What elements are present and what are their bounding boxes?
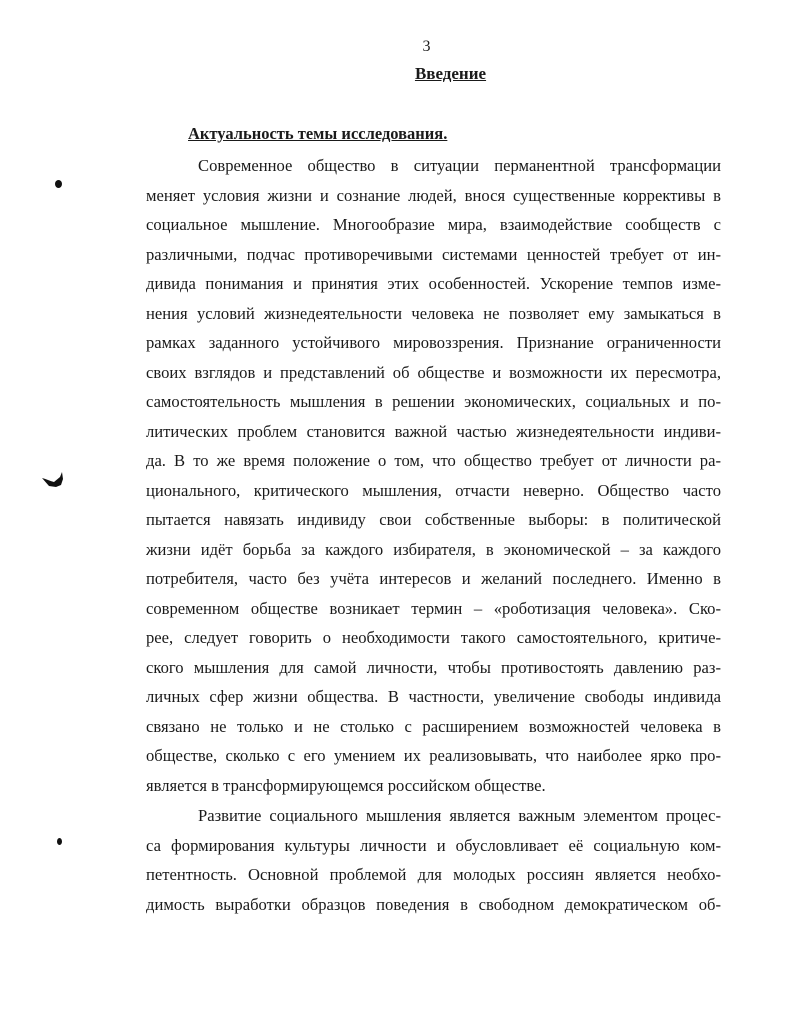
paragraph-1-line: литических проблем становится важной частью жизнедеятельности индиви- (146, 421, 721, 441)
page-title: Введение (414, 64, 487, 83)
paragraph-1-line: является в трансформирующемся российском обществе. (146, 775, 546, 795)
paragraph-1-line: жизни идёт борьба за каждого избирателя, в экономической – за каждого (146, 539, 721, 559)
paragraph-1-line: личных сфер жизни общества. В частности, увеличение свободы индивида (146, 687, 721, 706)
paragraph-1-line: ского мышления для самой личности, чтобы противостоять давлению раз- (146, 657, 721, 677)
paragraph-1-line: потребителя, часто без учёта интересов и желаний последнего. Именно в (146, 569, 721, 588)
paragraph-1-line: меняет условия жизни и сознание людей, внося существенные коррективы в (146, 185, 721, 205)
paragraph-1 (146, 151, 721, 800)
page-number: 3 (422, 38, 431, 55)
paragraph-2-line: са формирования культуры личности и обусловливает её социальную ком- (146, 835, 721, 855)
paragraph-1-line: связано не только и не столько с расширением возможностей человека в (146, 716, 721, 736)
paragraph-1-line: социальное мышление. Многообразие мира, взаимодействие сообществ с (146, 215, 721, 234)
scan-ink-mark (40, 469, 66, 491)
paragraph-1-line: Современное общество в ситуации перманентной трансформации (198, 156, 721, 175)
paragraph-1-line: рее, следует говорить о необходимости такого самостоятельного, критиче- (146, 628, 721, 647)
paragraph-2-line: димость выработки образцов поведения в свободном демократическом об- (146, 894, 721, 914)
paragraph-2-line: Развитие социального мышления является важным элементом процес- (198, 806, 721, 825)
section-heading: Актуальность темы исследования. (188, 124, 448, 143)
scan-speck-mark (55, 180, 62, 188)
scan-speck-mark (57, 838, 62, 845)
paragraph-1-line: ционального, критического мышления, отчасти неверно. Общество часто (146, 480, 721, 500)
paragraph-1-line: нения условий жизнедеятельности человека не позволяет ему замыкаться в (146, 303, 721, 323)
paragraph-2-line: петентность. Основной проблемой для молодых россиян является необхо- (146, 865, 721, 884)
paragraph-2 (146, 801, 721, 919)
paragraph-1-line: своих взглядов и представлений об обществе и возможности их пересмотра, (146, 362, 721, 382)
paragraph-1-line: рамках заданного устойчивого мировоззрения. Признание ограниченности (146, 333, 721, 352)
paragraph-1-line: современном обществе возникает термин – «роботизация человека». Ско- (146, 598, 721, 618)
paragraph-1-line: обществе, сколько с его умением их реализовывать, что наиболее ярко про- (146, 746, 721, 765)
paragraph-1-line: пытается навязать индивиду свои собственные выборы: в политической (146, 510, 721, 529)
paragraph-1-line: самостоятельность мышления в решении экономических, социальных и по- (146, 392, 721, 411)
paragraph-1-line: дивида понимания и принятия этих особенностей. Ускорение темпов изме- (146, 274, 721, 293)
paragraph-1-line: различными, подчас противоречивыми системами ценностей требует от ин- (146, 244, 721, 264)
paragraph-1-line: да. В то же время положение о том, что общество требует от личности ра- (146, 451, 721, 470)
